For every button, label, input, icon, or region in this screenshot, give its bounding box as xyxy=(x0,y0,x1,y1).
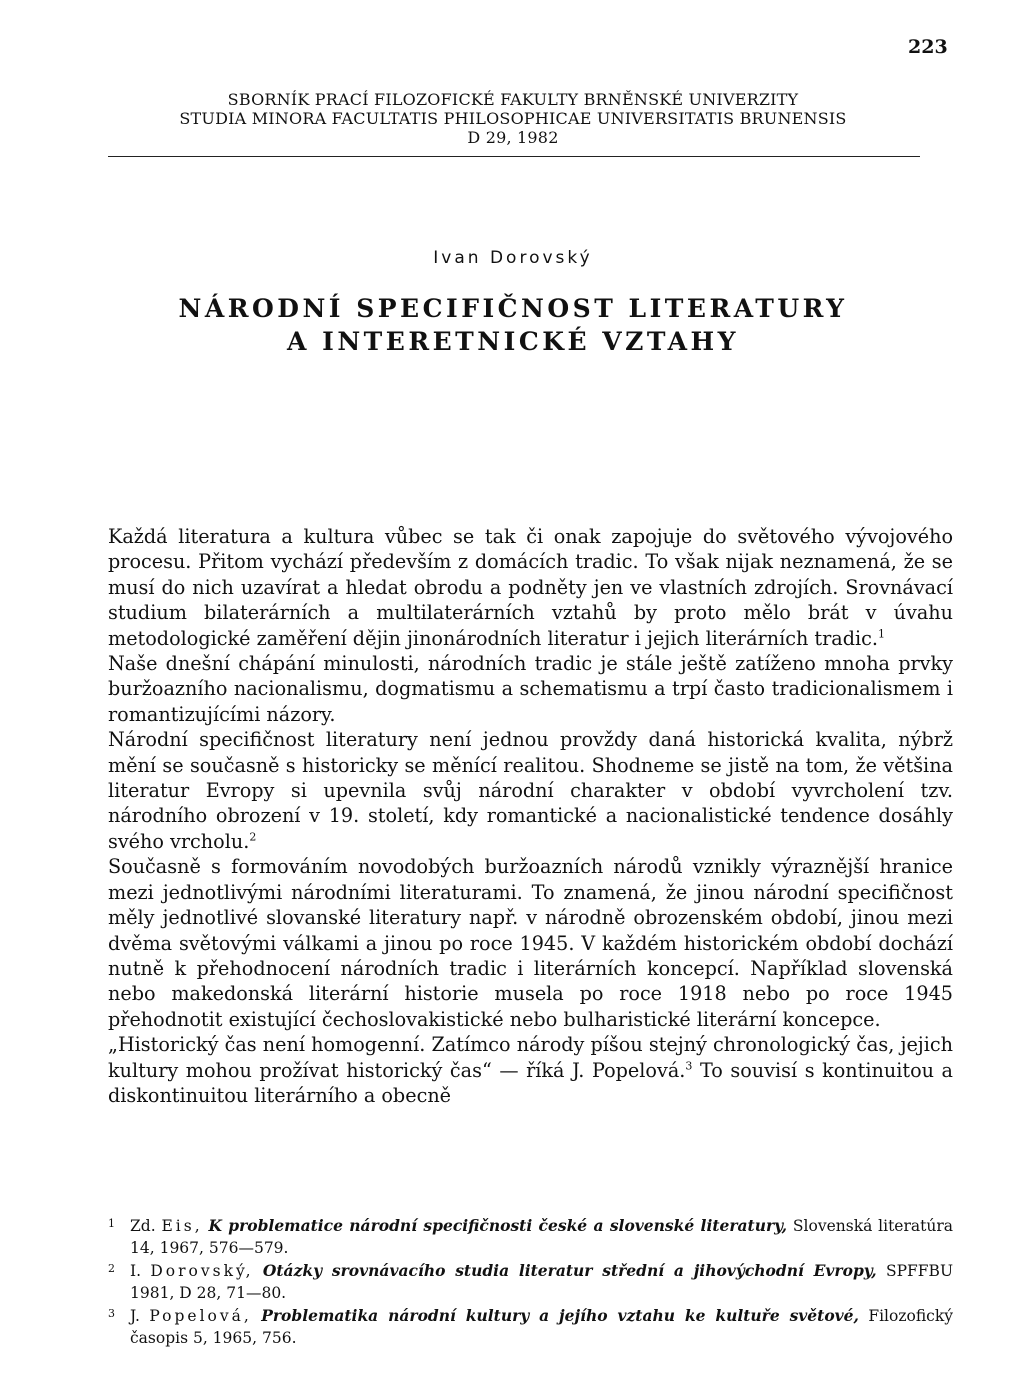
paragraph-text: Současně s formováním novodobých buržoazních národů vznikly výraznější hranice mezi jednotlivými národními literaturami. To znamená, že jinou národní specifičnost měly jednotlivé slovanské literatury např. v národně obrozenském období, jinou mezi dvěma světovými válkami a jinou po roce 1945. V každém historickém období dochází nutně k přehodnocení národních tradic i literárních koncepcí. Například slovenská nebo makedonská literární historie musela po roce 1918 nebo po roce 1945 přehodnotit existující čechoslovakistické nebo bulharistické literární koncepce. xyxy=(108,855,953,1031)
paragraph-1 xyxy=(108,524,953,651)
footnote-title: Otázky srovnávacího studia literatur střední a jihovýchodní Evropy, xyxy=(262,1260,877,1280)
paragraph-4 xyxy=(108,854,953,1032)
footnotes xyxy=(108,1215,953,1349)
footnote-source: SPFFBU 1981, D 28, 71—80. xyxy=(130,1261,954,1303)
footnote-ref: 3 xyxy=(685,1059,693,1073)
footnote-title: K problematice národní specifičnosti české a slovenské literatury, xyxy=(208,1216,788,1235)
footnote-author-initial: Zd. xyxy=(130,1217,156,1235)
paragraph-text: „Historický čas není homogenní. Zatímco národy píšou stejný chronologický čas, jejich kultury mohou prožívat historický čas“ — říká J. Popelová. xyxy=(108,1033,953,1082)
paragraph-5 xyxy=(108,1032,953,1108)
footnote-author: Dorovský, xyxy=(150,1261,254,1280)
footnote-title: Problematika národní kultury a jejího vztahu ke kultuře světové, xyxy=(261,1305,859,1325)
footnote-source: Filozofický časopis 5, 1965, 756. xyxy=(130,1306,953,1348)
footnote-author: Eis, xyxy=(161,1217,203,1235)
paragraph-text: Naše dnešní chápání minulosti, národních tradic je stále ještě zatíženo mnoha prvky buržoazního nacionalismu, dogmatismu a schematismu a trpí často tradicionalismem i romantizujícími názory. xyxy=(108,652,953,726)
paragraph-text: Národní specifičnost literatury není jednou provždy daná historická kvalita, nýbrž mění se současně s historicky se měnící realitou. Shodneme se jistě na tom, že většina literatur Evropy si upevnila svůj národní charakter v období vyvrcholení tzv. národního obrození v 19. století, kdy romantické a nacionalistické tendence dosáhly svého vrcholu. xyxy=(108,728,953,853)
title-line-2: A INTERETNICKÉ VZTAHY xyxy=(287,327,739,356)
footnote-author-initial: I. xyxy=(130,1261,142,1280)
footnote-ref: 1 xyxy=(878,627,886,641)
paragraph-text-tail: To souvisí s kontinuitou a diskontinuitou literárního a obecně xyxy=(108,1058,953,1107)
article-body xyxy=(108,524,953,1108)
footnote-author-initial: J. xyxy=(130,1306,140,1325)
paragraph-text: Každá literatura a kultura vůbec se tak či onak zapojuje do světového vývojového procesu. Přitom vychází především z domácích tradic. To však nijak neznamená, že se musí do nich uzavírat a hledat obrodu a podněty jen ve vlastních zdrojích. Srovnávací studium bilaterárních a multilaterárních vztahů by proto mělo brát v úvahu metodologické zaměření dějin jinonárodních literatur i jejich literárních tradic. xyxy=(108,525,953,650)
article-author: Ivan Dorovský xyxy=(433,248,593,268)
header-line-3: D 29, 1982 xyxy=(467,128,559,147)
header-line-2: STUDIA MINORA FACULTATIS PHILOSOPHICAE UNIVERSITATIS BRUNENSIS xyxy=(179,109,847,128)
footnote-author: Popelová, xyxy=(149,1306,252,1325)
title-line-1: NÁRODNÍ SPECIFIČNOST LITERATURY xyxy=(178,294,848,323)
header-line-1: SBORNÍK PRACÍ FILOZOFICKÉ FAKULTY BRNĚNSKÉ UNIVERZITY xyxy=(227,90,799,109)
header-divider xyxy=(108,156,920,157)
footnote-3: 3 J. Popelová, Problematika národní kultury a jejího vztahu ke kultuře světové, Filozofický časopis 5, 1965, 756. xyxy=(108,1305,953,1348)
article-title xyxy=(108,292,918,358)
page-number: 223 xyxy=(908,36,948,58)
footnote-source: Slovenská literatúra 14, 1967, 576—579. xyxy=(130,1217,953,1258)
footnote-1: 1 Zd. Eis, K problematice národní specifičnosti české a slovenské literatury, Slovenská literatúra 14, 1967, 576—579. xyxy=(108,1216,953,1258)
paragraph-2 xyxy=(108,651,953,727)
journal-header xyxy=(108,90,918,147)
paragraph-3 xyxy=(108,727,953,854)
footnote-ref: 2 xyxy=(249,830,257,844)
footnote-2: 2 I. Dorovský, Otázky srovnávacího studia literatur střední a jihovýchodní Evropy, SPFFBU 1981, D 28, 71—80. xyxy=(108,1260,954,1303)
